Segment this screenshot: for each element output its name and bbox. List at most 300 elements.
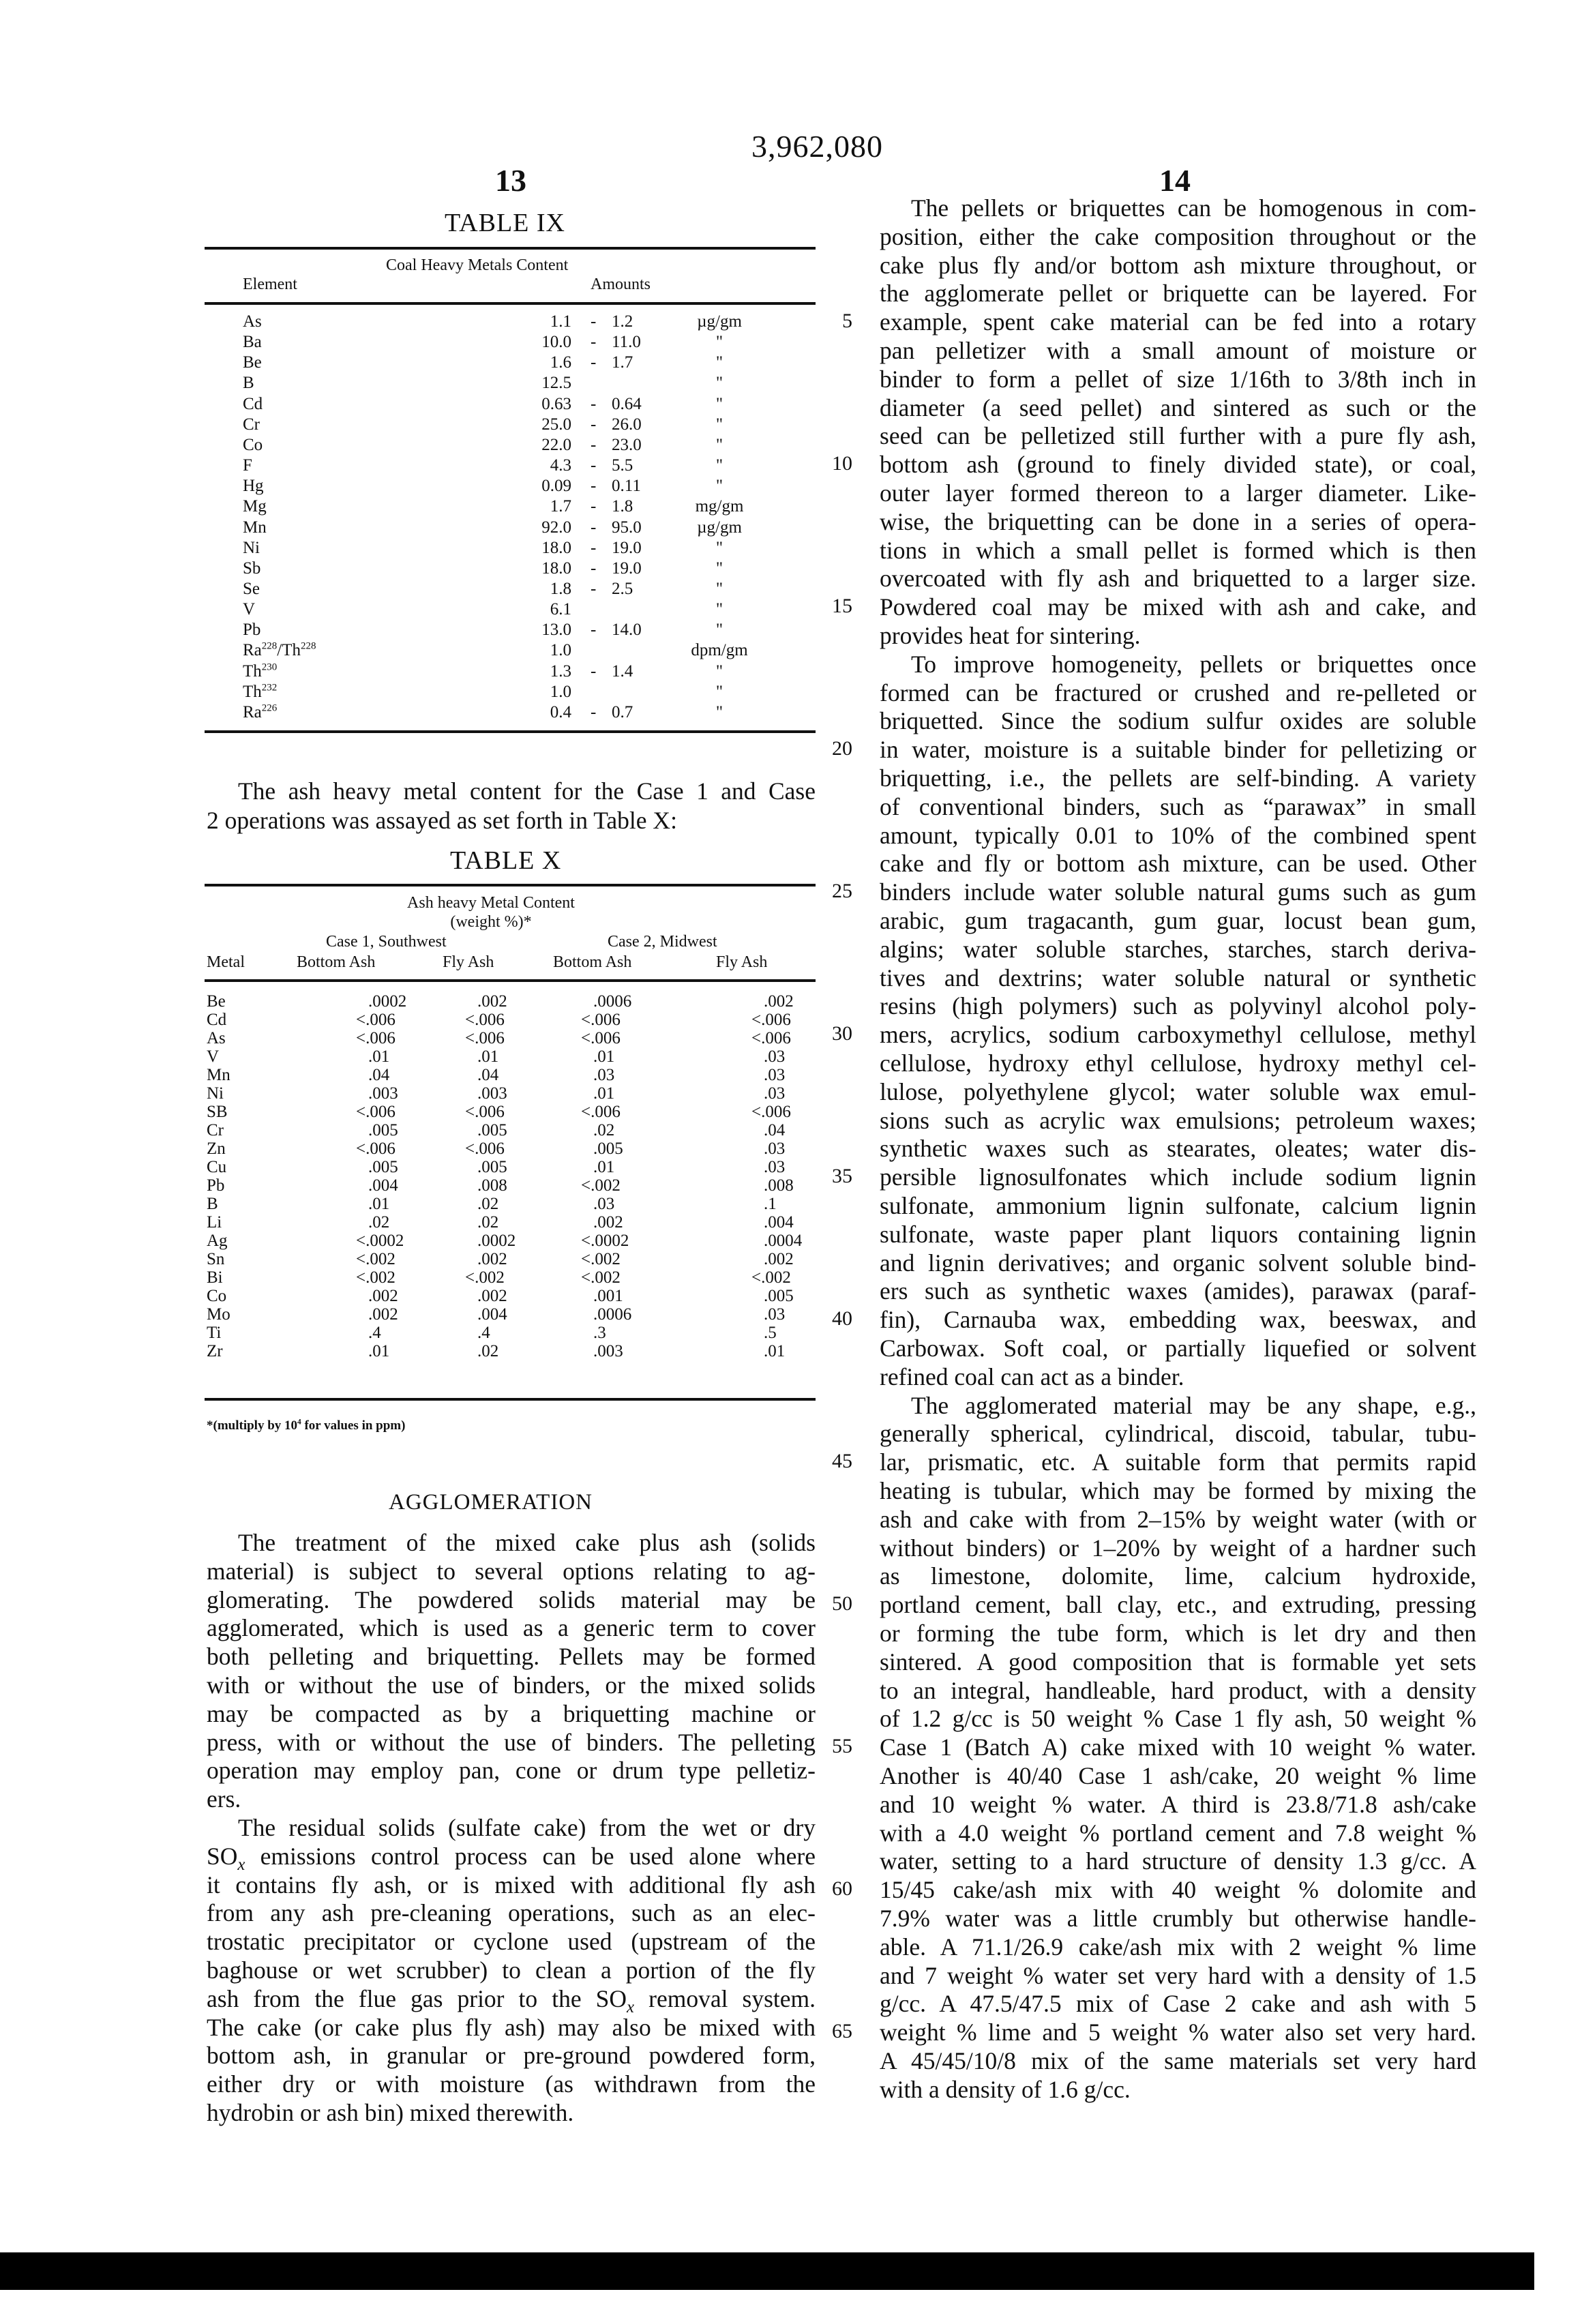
table-ix-dash: - <box>591 558 597 578</box>
table-ix-low: 1.8 <box>550 579 571 598</box>
right-body-line: weight % lime and 5 weight % water also set very hard. <box>880 2018 1476 2046</box>
table-x-value: <.006 <box>356 1029 395 1047</box>
isotope-number: 226 <box>261 702 278 714</box>
table-ix-high: 1.2 <box>612 312 633 331</box>
right-body-line: diameter (a seed pellet) and sintered as such or the <box>880 393 1476 421</box>
table-ix-low: 18.0 <box>541 538 571 557</box>
table-x-metal: Ni <box>207 1084 224 1103</box>
table-x-value: .002 <box>593 1213 623 1232</box>
table-x-column-header: Fly Ash <box>716 953 768 971</box>
table-x-value: .03 <box>764 1139 786 1158</box>
table-ix-dash: - <box>591 661 597 681</box>
right-body-line: sulfonate, ammonium lignin sulfonate, calcium lignin <box>880 1192 1476 1219</box>
table-x-metal: Sn <box>207 1250 225 1268</box>
table-ix-unit: dpm/gm <box>691 641 748 660</box>
right-body-line: lulose, polyethylene glycol; water soluble wax emul- <box>880 1077 1476 1105</box>
table-ix-unit: " <box>715 621 723 640</box>
table-x-metal: Co <box>207 1287 227 1305</box>
right-body-line: refined coal can act as a binder. <box>880 1362 1184 1390</box>
right-body-line: and 10 weight % water. A third is 23.8/71.8 ash/cake <box>880 1790 1476 1818</box>
element-symbol: Cd <box>243 394 263 413</box>
table-x-value: .002 <box>368 1287 398 1305</box>
table-ix-dash: - <box>591 579 597 598</box>
table-ix-element <box>243 312 262 331</box>
table-x-caption-1: Ash heavy Metal Content <box>407 894 575 912</box>
left-body-line: it contains fly ash, or is mixed with additional fly ash <box>207 1871 816 1898</box>
right-body-line: amount, typically 0.01 to 10% of the combined spent <box>880 821 1476 849</box>
table-ix-unit: " <box>715 415 723 434</box>
left-body-line: ers. <box>207 1785 241 1813</box>
right-body-line: formed can be fractured or crushed and re-pelleted or <box>880 679 1476 706</box>
table-x-value: .03 <box>764 1158 786 1176</box>
table-ix-unit: " <box>715 702 723 721</box>
right-body-line: The agglomerated material may be any shape, e.g., <box>911 1391 1476 1419</box>
table-x-value: .01 <box>368 1195 390 1213</box>
table-ix-col-amounts: Amounts <box>591 275 651 293</box>
right-body-line: binder to form a pellet of size 1/16th to 3/8th inch in <box>880 365 1476 393</box>
left-body-line: glomerating. The powdered solids material may be <box>207 1585 816 1613</box>
table-x-value: .005 <box>477 1121 507 1139</box>
table-x-value: .01 <box>764 1342 786 1360</box>
table-ix-unit: µg/gm <box>697 312 742 331</box>
table-x-top-rule <box>205 884 816 887</box>
table-x-value: .002 <box>368 1305 398 1324</box>
table-ix-element <box>243 353 262 372</box>
table-x-value: <.002 <box>581 1268 621 1287</box>
right-body-line: resins (high polymers) such as polyvinyl alcohol poly- <box>880 992 1476 1020</box>
table-x-caption-2: (weight %)* <box>450 913 532 931</box>
table-ix-unit: " <box>715 600 723 619</box>
table-ix-header-rule <box>205 302 816 305</box>
table-ix-high: 0.11 <box>612 477 641 496</box>
table-ix-low: 92.0 <box>541 518 571 537</box>
table-x-value: <.002 <box>465 1268 505 1287</box>
table-x-metal: Pb <box>207 1176 225 1195</box>
table-x-value: <.006 <box>751 1103 791 1121</box>
right-body-line: provides heat for sintering. <box>880 622 1141 649</box>
right-body-line: ers such as synthetic waxes (amides), parawax (paraf- <box>880 1277 1476 1305</box>
table-ix-high: 2.5 <box>612 579 633 598</box>
table-ix-low: 1.7 <box>550 497 571 516</box>
table-ix-unit: " <box>715 374 723 393</box>
table-x-column-header: Metal <box>207 953 245 971</box>
subscript-x: x <box>237 1855 245 1871</box>
right-body-line: the agglomerate pellet or briquette can be layered. For <box>880 280 1476 308</box>
table-ix-unit: " <box>715 682 723 701</box>
table-x-value: <.006 <box>465 1029 505 1047</box>
element-symbol: Mn <box>243 518 267 537</box>
table-ix-title: TABLE IX <box>445 209 565 237</box>
table-ix-element <box>243 683 277 702</box>
element-symbol: Cr <box>243 415 260 434</box>
right-body-line: 15/45 cake/ash mix with 40 weight % dolomite and <box>880 1876 1476 1904</box>
left-body-line: material) is subject to several options relating to ag- <box>207 1557 816 1585</box>
table-ix-dash: - <box>591 333 597 352</box>
right-body-line: mers, acrylics, sodium carboxymethyl cellulose, methyl <box>880 1021 1476 1049</box>
table-x-value: .0006 <box>593 1305 632 1324</box>
table-ix-high: 19.0 <box>612 558 642 578</box>
right-body-line: with a density of 1.6 g/cc. <box>880 2075 1131 2103</box>
table-ix-low: 0.4 <box>550 702 571 721</box>
right-body-line: fin), Carnauba wax, embedding wax, beeswax, and <box>880 1306 1476 1334</box>
right-body-line: tions in which a small pellet is formed which is then <box>880 536 1476 564</box>
table-ix-dash: - <box>591 456 597 475</box>
table-x-value: <.002 <box>581 1176 621 1195</box>
element-symbol: B <box>243 374 254 393</box>
table-ix-element <box>243 621 260 640</box>
table-x-value: .03 <box>764 1066 786 1084</box>
left-body-line: baghouse or wet scrubber) to clean a portion of the fly <box>207 1956 816 1984</box>
table-ix-low: 0.09 <box>541 477 571 496</box>
line-number: 45 <box>832 1450 852 1473</box>
table-ix-element <box>243 580 260 599</box>
left-body-line: from any ash pre-cleaning operations, such as an elec- <box>207 1899 816 1927</box>
table-x-value: .005 <box>593 1139 623 1158</box>
table-x-value: .004 <box>764 1213 794 1232</box>
right-body-line: sulfonate, waste paper plant liquors containing lignin <box>880 1220 1476 1248</box>
table-x-value: <.006 <box>751 1029 791 1047</box>
right-body-line: g/cc. A 47.5/47.5 mix of Case 2 cake and ash with 5 <box>880 1990 1476 2018</box>
table-x-metal: V <box>207 1047 220 1066</box>
right-body-line: Carbowax. Soft coal, or partially liquefied or solvent <box>880 1335 1476 1362</box>
table-ix-dash: - <box>591 621 597 640</box>
element-symbol: Be <box>243 353 262 372</box>
element-symbol: Ra <box>243 641 262 660</box>
table-x-value: .02 <box>368 1213 390 1232</box>
table-ix-high: 95.0 <box>612 518 642 537</box>
element-symbol: Hg <box>243 477 264 496</box>
element-symbol: Ra <box>243 702 262 721</box>
table-ix-high: 23.0 <box>612 435 642 454</box>
right-body-line: sions such as acrylic wax emulsions; petroleum waxes; <box>880 1106 1476 1134</box>
right-body-line: Another is 40/40 Case 1 ash/cake, 20 weight % lime <box>880 1762 1476 1789</box>
table-x-value: <.006 <box>465 1103 505 1121</box>
table-ix-high: 19.0 <box>612 538 642 557</box>
table-ix-low: 0.63 <box>541 394 571 413</box>
right-body-line: in water, moisture is a suitable binder for pelletizing or <box>880 736 1476 764</box>
right-body-line: Powdered coal may be mixed with ash and cake, and <box>880 593 1476 621</box>
table-x-value: .0002 <box>368 992 407 1011</box>
table-x-value: .02 <box>477 1213 499 1232</box>
scan-border-bar <box>0 2252 1534 2290</box>
table-x-metal: Zr <box>207 1342 223 1360</box>
element-symbol: As <box>243 312 262 331</box>
right-body-line: outer layer formed thereon to a larger diameter. Like- <box>880 479 1476 507</box>
table-x-value: .5 <box>764 1324 777 1342</box>
table-x-metal: Zn <box>207 1139 226 1158</box>
table-x-value: .008 <box>764 1176 794 1195</box>
line-number: 40 <box>832 1307 852 1330</box>
table-x-metal: Ag <box>207 1232 228 1250</box>
table-x-value: <.006 <box>465 1139 505 1158</box>
table-ix-high: 1.4 <box>612 661 633 681</box>
table-ix-high: 11.0 <box>612 333 641 352</box>
agglomeration-heading: AGGLOMERATION <box>389 1490 593 1515</box>
element-symbol: F <box>243 456 252 475</box>
table-ix-element <box>243 395 263 414</box>
table-ix-unit: " <box>715 456 723 475</box>
table-x-metal: Mo <box>207 1305 230 1324</box>
table-x-value: .02 <box>477 1195 499 1213</box>
line-number: 10 <box>832 452 852 475</box>
left-body-line: may be compacted as by a briquetting machine or <box>207 1699 816 1727</box>
table-x-value: .04 <box>368 1066 390 1084</box>
patent-number: 3,962,080 <box>751 129 883 164</box>
table-x-value: .002 <box>764 1250 794 1268</box>
right-body-line: tives and dextrins; water soluble natural or synthetic <box>880 964 1476 992</box>
line-number: 15 <box>832 595 852 618</box>
right-body-line: or forming the tube form, which is let dry and then <box>880 1620 1476 1647</box>
right-body-line: pan pelletizer with a small amount of moisture or <box>880 337 1476 364</box>
table-x-value: <.0002 <box>356 1232 404 1250</box>
table-ix-caption: Coal Heavy Metals Content <box>386 256 569 274</box>
table-ix-element <box>243 600 255 619</box>
table-x-value: .005 <box>368 1121 398 1139</box>
table-x-value: .004 <box>368 1176 398 1195</box>
right-body-line: overcoated with fly ash and briquetted to a larger size. <box>880 565 1476 593</box>
table-x-footnote <box>207 1418 405 1433</box>
right-body-line: cellulose, hydroxy ethyl cellulose, hydroxy methyl cel- <box>880 1049 1476 1077</box>
table-x-value: <.002 <box>751 1268 791 1287</box>
table-x-metal: Cr <box>207 1121 224 1139</box>
table-x-value: .002 <box>477 992 507 1011</box>
table-x-value: .4 <box>477 1324 490 1342</box>
right-body-line: heating is tubular, which may be formed by mixing the <box>880 1477 1476 1504</box>
table-x-column-header: Fly Ash <box>443 953 494 971</box>
right-body-line: lar, prismatic, etc. A suitable form that permits rapid <box>880 1448 1476 1476</box>
element-symbol: Se <box>243 579 260 598</box>
table-ix-high: 0.7 <box>612 702 633 721</box>
right-body-line: wise, the briquetting can be done in a series of opera- <box>880 507 1476 535</box>
left-body-line: The cake (or cake plus fly ash) may also be mixed with <box>207 2013 816 2041</box>
left-body-line: with or without the use of binders, or the mixed solids <box>207 1671 816 1699</box>
table-x-value: .3 <box>593 1324 606 1342</box>
table-ix-high: 1.8 <box>612 497 633 516</box>
table-x-header-rule <box>205 979 816 982</box>
table-ix-element <box>243 456 252 475</box>
table-x-value: .01 <box>593 1158 615 1176</box>
table-ix-low: 6.1 <box>550 600 571 619</box>
line-number: 50 <box>832 1592 852 1615</box>
right-body-line: and 7 weight % water set very hard with a density of 1.5 <box>880 1961 1476 1989</box>
table-x-value: .002 <box>764 992 794 1011</box>
right-body-line: A 45/45/10/8 mix of the same materials set very hard <box>880 2047 1476 2074</box>
table-x-value: <.006 <box>465 1011 505 1029</box>
table-ix-element <box>243 518 267 537</box>
table-ix-top-rule <box>205 247 816 250</box>
right-body-line: synthetic waxes such as stearates, oleates; water dis- <box>880 1135 1476 1163</box>
table-x-value: .02 <box>593 1121 615 1139</box>
right-body-line: as limestone, dolomite, lime, calcium hydroxide, <box>880 1562 1476 1590</box>
table-ix-low: 4.3 <box>550 456 571 475</box>
table-x-metal: Ti <box>207 1324 222 1342</box>
element-symbol: Ba <box>243 333 262 352</box>
table-ix-unit: " <box>715 333 723 352</box>
table-ix-unit: " <box>715 538 723 557</box>
table-ix-low: 12.5 <box>541 374 571 393</box>
table-x-value: .002 <box>477 1287 507 1305</box>
right-body-line: persible lignosulfonates which include sodium lignin <box>880 1163 1476 1191</box>
table-ix-dash: - <box>591 477 597 496</box>
table-ix-high: 26.0 <box>612 415 642 434</box>
table-ix-low: 1.0 <box>550 641 571 660</box>
table-ix-low: 13.0 <box>541 621 571 640</box>
table-x-metal: Cd <box>207 1011 227 1029</box>
table-ix-unit: µg/gm <box>697 518 742 537</box>
table-ix-element <box>243 333 262 352</box>
intro-line: 2 operations was assayed as set forth in Table X: <box>207 807 677 834</box>
table-x-metal: Bi <box>207 1268 223 1287</box>
left-body-line: operation may employ pan, cone or drum type pelletiz- <box>207 1757 816 1785</box>
table-ix-dash: - <box>591 538 597 557</box>
right-body-line: example, spent cake material can be fed into a rotary <box>880 308 1476 336</box>
right-body-line: generally spherical, cylindrical, discoid, tabular, tubu- <box>880 1420 1476 1448</box>
isotope-number: 228 <box>301 641 316 653</box>
table-x-value: .01 <box>368 1342 390 1360</box>
table-x-value: .0006 <box>593 992 632 1011</box>
table-x-metal: Mn <box>207 1066 230 1084</box>
table-ix-col-element: Element <box>243 275 297 293</box>
table-x-value: <.002 <box>356 1250 395 1268</box>
table-x-value: .003 <box>477 1084 507 1103</box>
right-body-line: To improve homogeneity, pellets or briquettes once <box>911 650 1476 678</box>
right-body-line: briquetted. Since the sodium sulfur oxides are soluble <box>880 707 1476 735</box>
right-body-line: cake plus fly and/or bottom ash mixture throughout, or <box>880 251 1476 279</box>
footnote-text-post: for values in ppm) <box>301 1418 406 1433</box>
left-body-line: The treatment of the mixed cake plus ash (solids <box>238 1529 816 1556</box>
element-symbol: Ni <box>243 538 260 557</box>
table-ix-element <box>243 374 254 393</box>
table-x-value: .03 <box>764 1305 786 1324</box>
table-x-value: .1 <box>764 1195 777 1213</box>
table-ix-high: 5.5 <box>612 456 633 475</box>
table-ix-dash: - <box>591 435 597 454</box>
table-ix-dash: - <box>591 702 597 721</box>
footnote-exponent: 4 <box>297 1418 301 1427</box>
footnote-text-pre: *(multiply by 10 <box>207 1418 298 1433</box>
table-ix-low: 18.0 <box>541 558 571 578</box>
table-x-value: <.002 <box>356 1268 395 1287</box>
table-ix-low: 1.1 <box>550 312 571 331</box>
table-x-value: .001 <box>593 1287 623 1305</box>
subscript-x: x <box>627 1997 635 2014</box>
element-symbol: V <box>243 600 256 619</box>
table-ix-low: 10.0 <box>541 333 571 352</box>
table-x-group-case2: Case 2, Midwest <box>608 933 717 951</box>
isotope-number: 232 <box>261 682 278 694</box>
table-ix-unit: " <box>715 558 723 578</box>
left-body-line: trostatic precipitator or cyclone used (upstream of the <box>207 1928 816 1956</box>
table-x-value: <.006 <box>356 1139 395 1158</box>
table-x-metal: Be <box>207 992 226 1011</box>
table-x-value: <.002 <box>581 1250 621 1268</box>
table-ix-element <box>243 539 260 558</box>
table-x-value: <.006 <box>356 1103 395 1121</box>
table-x-value: <.006 <box>581 1103 621 1121</box>
table-ix-dash: - <box>591 312 597 331</box>
element-symbol: Th <box>243 661 262 681</box>
table-ix-dash: - <box>591 353 597 372</box>
table-ix-element <box>243 477 264 496</box>
table-x-bottom-rule <box>205 1398 816 1401</box>
table-ix-dash: - <box>591 497 597 516</box>
table-x-value: .01 <box>477 1047 499 1066</box>
right-body-line: of 1.2 g/cc is 50 weight % Case 1 fly ash, 50 weight % <box>880 1705 1476 1733</box>
table-x-value: .005 <box>764 1287 794 1305</box>
table-ix-low: 22.0 <box>541 435 571 454</box>
table-x-value: .01 <box>593 1084 615 1103</box>
left-body-line: agglomerated, which is used as a generic term to cover <box>207 1614 816 1642</box>
table-ix-element <box>243 662 277 681</box>
right-body-line: binders include water soluble natural gums such as gum <box>880 878 1476 906</box>
right-body-line: ash and cake with from 2–15% by weight water (with or <box>880 1505 1476 1533</box>
table-ix-high: 0.64 <box>612 394 642 413</box>
table-ix-low: 1.6 <box>550 353 571 372</box>
right-body-line: to an integral, handleable, hard product, with a density <box>880 1676 1476 1704</box>
right-body-line: seed can be pelletized still further with a pure fly ash, <box>880 422 1476 450</box>
right-body-line: water, setting to a hard structure of density 1.3 g/cc. A <box>880 1847 1476 1875</box>
table-ix-unit: " <box>715 435 723 454</box>
table-x-metal: Li <box>207 1213 222 1232</box>
table-x-metal: As <box>207 1029 226 1047</box>
intro-line: The ash heavy metal content for the Case 1 and Case <box>238 777 816 805</box>
left-body-line: press, with or without the use of binders. The pelleting <box>207 1728 816 1756</box>
isotope-number: 228 <box>261 641 278 653</box>
table-ix-element <box>243 415 260 434</box>
line-number: 65 <box>832 2020 852 2043</box>
left-body-line: either dry or with moisture (as withdrawn from the <box>207 2070 816 2098</box>
right-body-line: briquetting, i.e., the pellets are self-binding. A variety <box>880 764 1476 792</box>
right-body-line: bottom ash (ground to finely divided state), or coal, <box>880 451 1476 479</box>
table-x-value: .03 <box>764 1047 786 1066</box>
right-body-line: 7.9% water was a little crumbly but otherwise handle- <box>880 1905 1476 1932</box>
right-body-line: with a 4.0 weight % portland cement and 7.8 weight % <box>880 1819 1476 1847</box>
table-x-value: <.0002 <box>581 1232 629 1250</box>
table-x-value: .03 <box>593 1195 615 1213</box>
table-x-value: <.006 <box>581 1011 621 1029</box>
table-x-title: TABLE X <box>450 846 562 875</box>
line-number: 5 <box>842 310 852 333</box>
table-ix-low: 25.0 <box>541 415 571 434</box>
table-x-value: .008 <box>477 1176 507 1195</box>
table-ix-unit: mg/gm <box>695 497 744 516</box>
table-x-group-case1: Case 1, Southwest <box>326 933 447 951</box>
table-x-value: .003 <box>368 1084 398 1103</box>
table-x-value: .005 <box>368 1158 398 1176</box>
right-body-line: arabic, gum tragacanth, gum guar, locust bean gum, <box>880 907 1476 934</box>
table-ix-low: 1.3 <box>550 661 571 681</box>
right-column-number: 14 <box>1159 163 1191 198</box>
table-x-column-header: Bottom Ash <box>553 953 632 971</box>
table-x-metal: Cu <box>207 1158 227 1176</box>
table-x-value: .01 <box>368 1047 390 1066</box>
right-body-line: Case 1 (Batch A) cake mixed with 10 weight % water. <box>880 1733 1476 1761</box>
table-x-value: .04 <box>764 1121 786 1139</box>
table-x-metal: B <box>207 1195 218 1213</box>
right-body-line: able. A 71.1/26.9 cake/ash mix with 2 weight % lime <box>880 1933 1476 1961</box>
table-x-value: <.006 <box>751 1011 791 1029</box>
element-symbol: Co <box>243 435 263 454</box>
table-ix-element <box>243 497 267 516</box>
line-number: 60 <box>832 1877 852 1901</box>
table-ix-unit: " <box>715 353 723 372</box>
right-body-line: position, either the cake composition throughout or the <box>880 222 1476 250</box>
left-body-line: ash from the flue gas prior to the $SO_x$ removal system. <box>207 1985 816 2014</box>
right-body-line: algins; water soluble starches, starches, starch deriva- <box>880 935 1476 963</box>
right-body-line: portland cement, ball clay, etc., and extruding, pressing <box>880 1591 1476 1619</box>
left-column-number: 13 <box>495 163 526 198</box>
line-number: 25 <box>832 880 852 903</box>
